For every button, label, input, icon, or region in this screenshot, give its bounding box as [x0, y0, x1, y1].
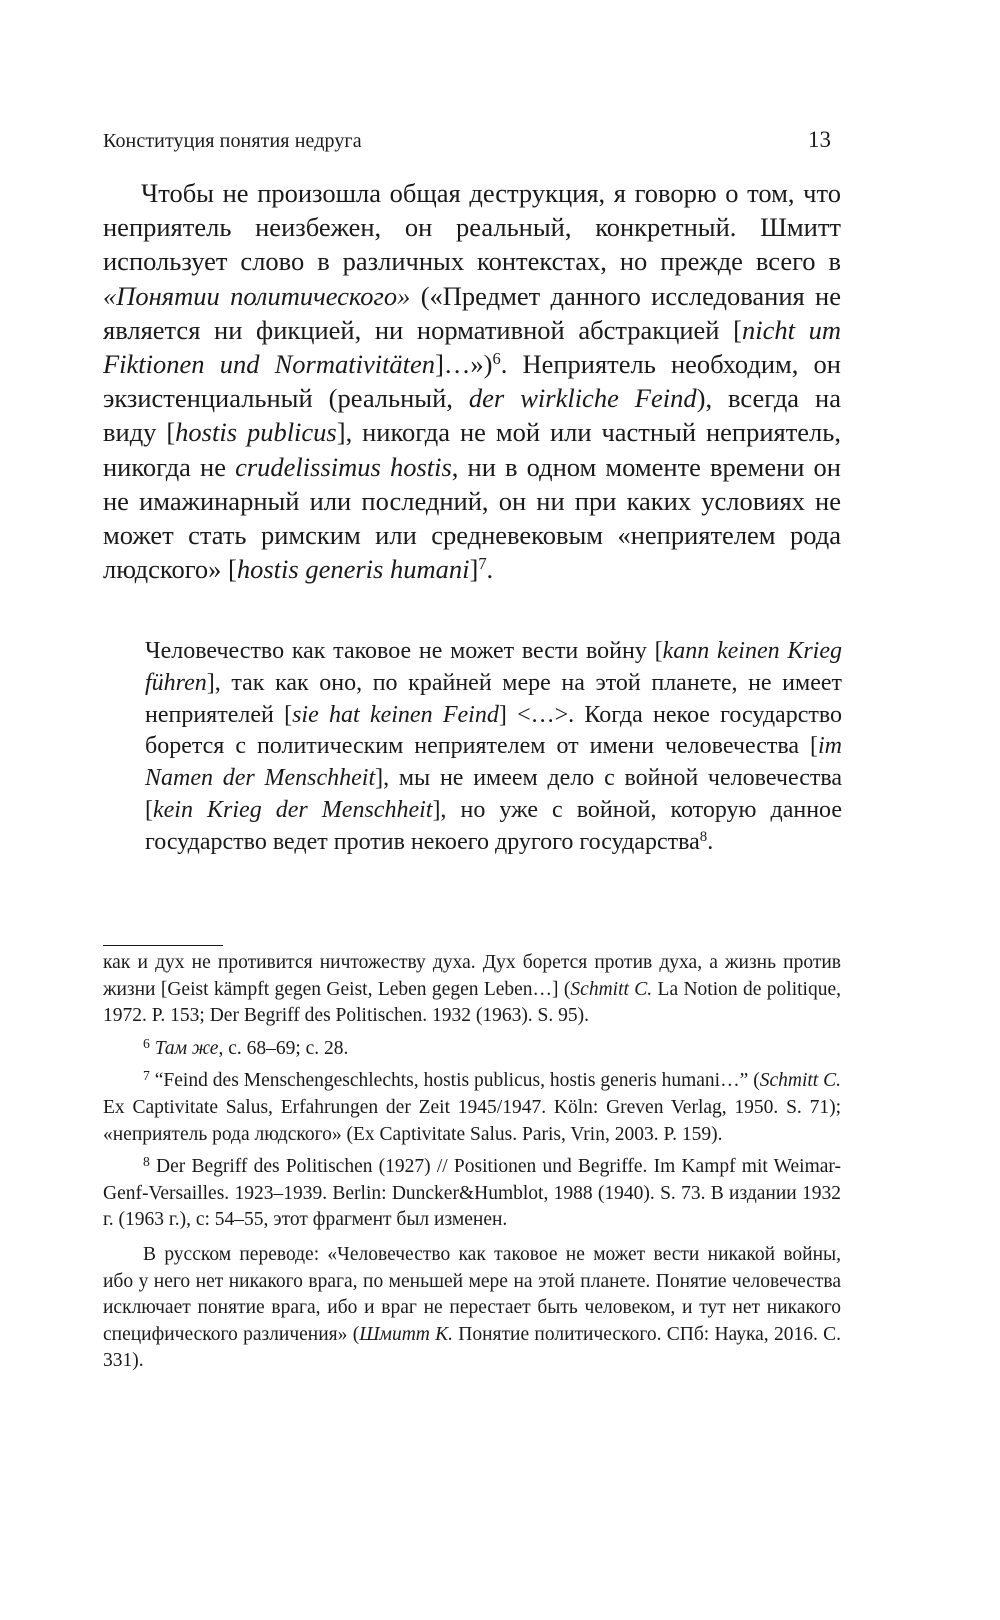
- footnote-ref-8[interactable]: 8: [699, 828, 708, 845]
- running-title: Конституция понятия недруга: [103, 130, 362, 152]
- main-italic-run: «Понятии политического»: [103, 280, 411, 311]
- main-text-run: .: [486, 554, 494, 585]
- block-quote: [145, 636, 842, 859]
- main-paragraph: [103, 176, 841, 586]
- footnote-text-run: , с. 68–69; с. 28.: [218, 1037, 349, 1059]
- main-italic-run: der wirkliche Feind: [468, 383, 697, 414]
- footnote-italic-run: Шмитт К.: [359, 1323, 453, 1345]
- footnote-italic-run: Schmitt C.: [570, 978, 653, 1000]
- main-italic-run: hostis publicus: [175, 417, 337, 448]
- main-text-run: ]…»): [435, 349, 493, 380]
- quote-text-run: .: [707, 828, 714, 855]
- page-number: 13: [808, 127, 831, 152]
- footnote-number: 7: [143, 1068, 150, 1084]
- main-text-run: ], никогда не мой или частный неприятель, никогда не: [103, 417, 841, 482]
- main-italic-run: hostis generis humani: [236, 554, 470, 585]
- footnote-text-run: “Feind des Menschengeschlechts, hostis publicus, hostis generis humani…” (: [154, 1070, 760, 1092]
- footnote-text-run: Ex Captivitate Salus, Erfahrungen der Zeit 1945/1947. Köln: Greven Verlag, 1950. S. 71); «неприятель рода людского» (Ex Captivitate Salus. Paris, Vrin, 2003. P. 159).: [103, 1096, 841, 1145]
- footnote-ref-7[interactable]: 7: [478, 554, 487, 574]
- main-text-run: ), всегда на виду [: [103, 383, 841, 448]
- quote-text-run: ] <…>. Когда некое государство борется с политическим неприятелем от имени человечества [: [145, 701, 842, 760]
- main-italic-run: crudelissimus hostis: [235, 451, 452, 482]
- footnotes: [103, 950, 841, 1375]
- footnote-russian-translation: [103, 1242, 841, 1375]
- footnote-continuation: [103, 950, 841, 1030]
- footnote-separator: [103, 945, 223, 946]
- main-text-run: ]: [469, 554, 479, 585]
- footnote-8: [103, 1154, 841, 1234]
- main-text-run: . Неприятель необходим, он экзистенциальный (реальный,: [103, 349, 841, 414]
- footnote-text-run: Der Begriff des Politischen (1927) // Positionen und Begriffe. Im Kampf mit Weimar-Genf-Versailles. 1923–1939. Berlin: Duncker&Humblot, 1988 (1940). S. 73. В издании 1932 г. (1963 г.), с: 54–55, этот фрагмент был изменен.: [103, 1156, 842, 1231]
- main-text-run: Чтобы не произошла общая деструкция, я говорю о том, что неприятель неизбежен, он реальный, конкретный. Шмитт использует слово: [103, 178, 841, 277]
- main-text-run: , ни в одном моменте времени он не имажинарный или последний, он ни при каких условиях не может стать римским или средневековым «неприятелем рода людского» [: [103, 451, 841, 585]
- quote-text-run: ], но уже с войной, которую данное государство ведет против некоего другого государства: [145, 796, 842, 855]
- footnote-7: [103, 1068, 841, 1148]
- footnote-number: 6: [143, 1035, 150, 1051]
- footnote-text-run: La Notion de politique, 1972. P. 153; Der Begriff des Politischen. 1932 (1963). S. 95).: [103, 978, 841, 1027]
- quote-italic-run: kann keinen Krieg führen: [145, 638, 843, 696]
- quote-text-run: Человечество как таковое не может вести войну [: [145, 638, 663, 664]
- quote-italic-run: sie hat keinen Feind: [292, 701, 499, 728]
- quote-italic-run: kein Krieg der Menschheit: [153, 796, 433, 823]
- footnote-text-run: В русском переводе: «Человечество как таковое не может вести никакой войны, ибо у него нет никакого врага, по меньшей мере на этой планете. Понятие человечества исключает понятие врага, ибо и враг не перестает быть человеком, и тут нет никакого специфического различения» (: [103, 1243, 841, 1345]
- footnote-6: [103, 1036, 841, 1063]
- quote-text-run: ], так как оно, по крайней мере на этой планете, не имеет неприятелей [: [145, 669, 842, 728]
- footnote-italic-run: Schmitt C.: [759, 1070, 842, 1092]
- quote-italic-run: im Namen der Menschheit: [145, 733, 842, 792]
- footnote-text-run: как и дух не противится ничтожеству духа. Дух борется против духа, а жизнь против жизни [Geist kämpft gegen Geist, Leben gegen Leben…] (: [103, 952, 841, 1000]
- footnote-ref-6[interactable]: 6: [492, 348, 501, 368]
- quote-text-run: ], мы не имеем дело с войной человечества [: [145, 765, 843, 823]
- main-italic-run: nicht um Fiktionen und Normativitäten: [103, 314, 841, 380]
- main-text-run: («Предмет данного исследования не является ни фикцией, ни нормативной абстракцией [: [103, 280, 841, 345]
- footnote-number: 8: [143, 1154, 150, 1170]
- main-text-run: в различных контекстах, но прежде всего в: [317, 246, 842, 277]
- footnote-italic-run: Там же: [154, 1037, 219, 1059]
- footnote-text-run: Понятие политического. СПб: Наука, 2016. С. 331).: [103, 1323, 841, 1372]
